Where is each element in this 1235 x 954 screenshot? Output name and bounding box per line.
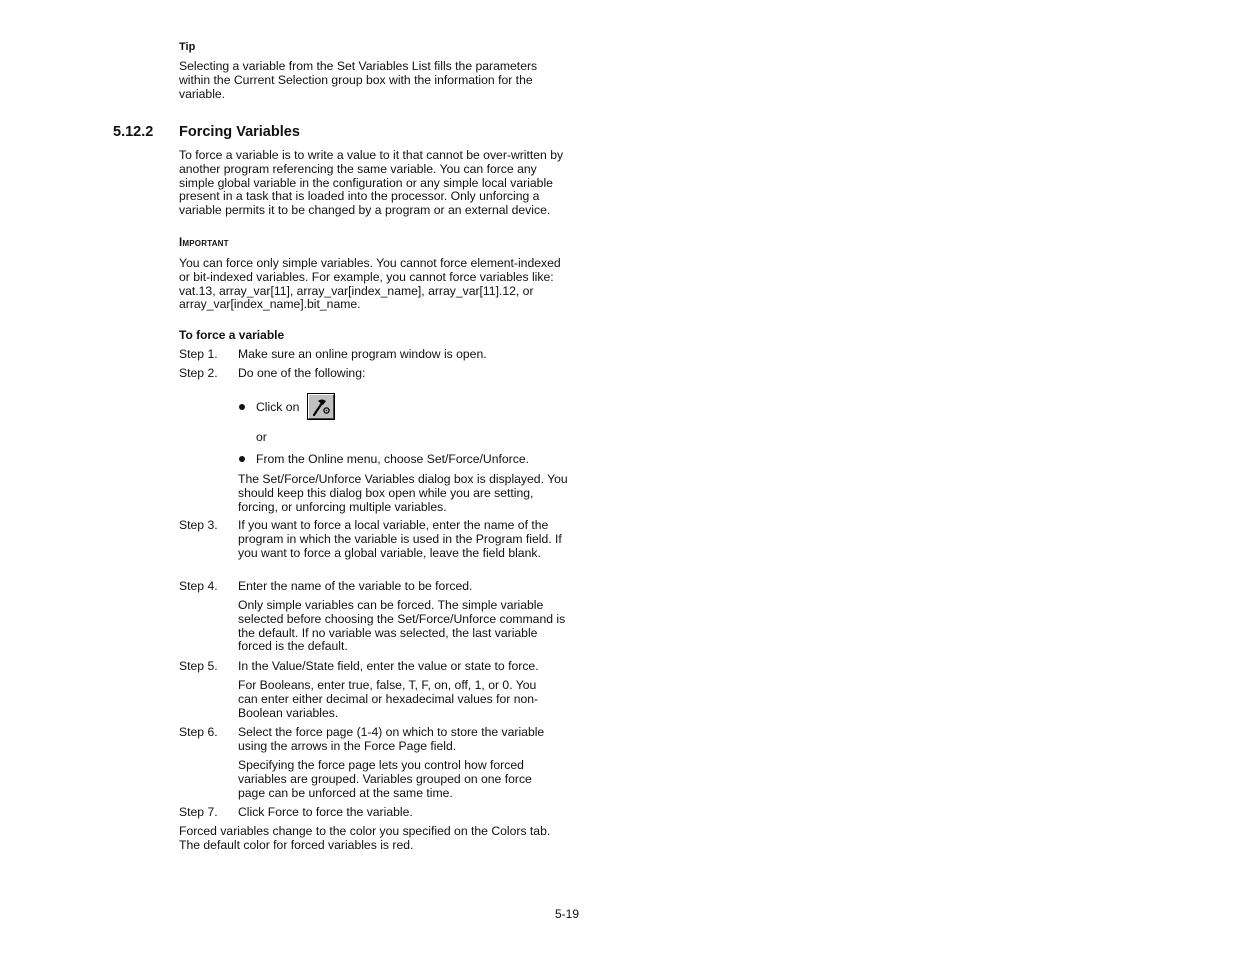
- closing-text: Forced variables change to the color you specified on the Colors tab. The default color for forced variables is red.: [179, 824, 551, 852]
- page-number: 5-19: [555, 907, 580, 921]
- important-text: You can force only simple variables. You cannot force element-indexed or bit-indexed variables. For example, you cannot force variables like: vat.13, array_var[11], array_var[index_name], array_var[11].12, or array_var[index_name].bit_name.: [179, 256, 561, 312]
- dialog-result-text: The Set/Force/Unforce Variables dialog box is displayed. You should keep this dialog box open while you are setting, forcing, or unforcing multiple variables.: [238, 472, 568, 514]
- step-label: Step 4.: [179, 579, 218, 593]
- tip-heading: Tip: [179, 41, 196, 53]
- step-label: Step 7.: [179, 805, 218, 819]
- step-text: Click Force to force the variable.: [238, 805, 413, 819]
- step-label: Step 6.: [179, 725, 218, 739]
- step-label: Step 3.: [179, 518, 218, 532]
- step-label: Step 1.: [179, 347, 218, 361]
- step-note: For Booleans, enter true, false, T, F, on, off, 1, or 0. You can enter either decimal or hexadecimal values for non-Boolean variables.: [238, 678, 539, 720]
- section-title: Forcing Variables: [179, 124, 300, 140]
- bullet: [239, 456, 245, 462]
- step-note: Only simple variables can be forced. The simple variable selected before choosing the Set/Force/Unforce command is the default. If no variable was selected, the last variable forced is the default.: [238, 598, 566, 654]
- or-text: or: [256, 430, 267, 444]
- tip-text: Selecting a variable from the Set Variables List fills the parameters within the Current Selection group box with the information for the variable.: [179, 59, 538, 101]
- step-text: If you want to force a local variable, enter the name of the program in which the variable is used in the Program field. If you want to force a global variable, leave the field blank.: [238, 518, 562, 560]
- step-text: Do one of the following:: [238, 366, 366, 380]
- step-text: Select the force page (1-4) on which to store the variable using the arrows in the Force Page field.: [238, 725, 545, 753]
- step-label: Step 2.: [179, 366, 218, 380]
- step-label: Step 5.: [179, 659, 218, 673]
- step-note: Specifying the force page lets you control how forced variables are grouped. Variables grouped on one force page can be unforced at the same time.: [238, 758, 532, 800]
- important-heading: Important: [179, 237, 229, 249]
- step-text: Enter the name of the variable to be forced.: [238, 579, 473, 593]
- procedure-heading: To force a variable: [179, 328, 285, 342]
- set-force-unforce-icon: [308, 394, 334, 419]
- menu-option-text: From the Online menu, choose Set/Force/Unforce.: [256, 452, 529, 466]
- section-intro: To force a variable is to write a value to it that cannot be over-written by another program referencing the same variable. You can force any simple global variable in the configuration or any simple local variable present in a task that is loaded into the processor. Only unforcing a variable permits it to be changed by a program or an external device.: [179, 148, 564, 218]
- bullet: [239, 404, 245, 410]
- step-text: Make sure an online program window is open.: [238, 347, 487, 361]
- step-text: In the Value/State field, enter the value or state to force.: [238, 659, 539, 673]
- section-number: 5.12.2: [113, 124, 154, 140]
- click-on-text: Click on: [256, 400, 300, 414]
